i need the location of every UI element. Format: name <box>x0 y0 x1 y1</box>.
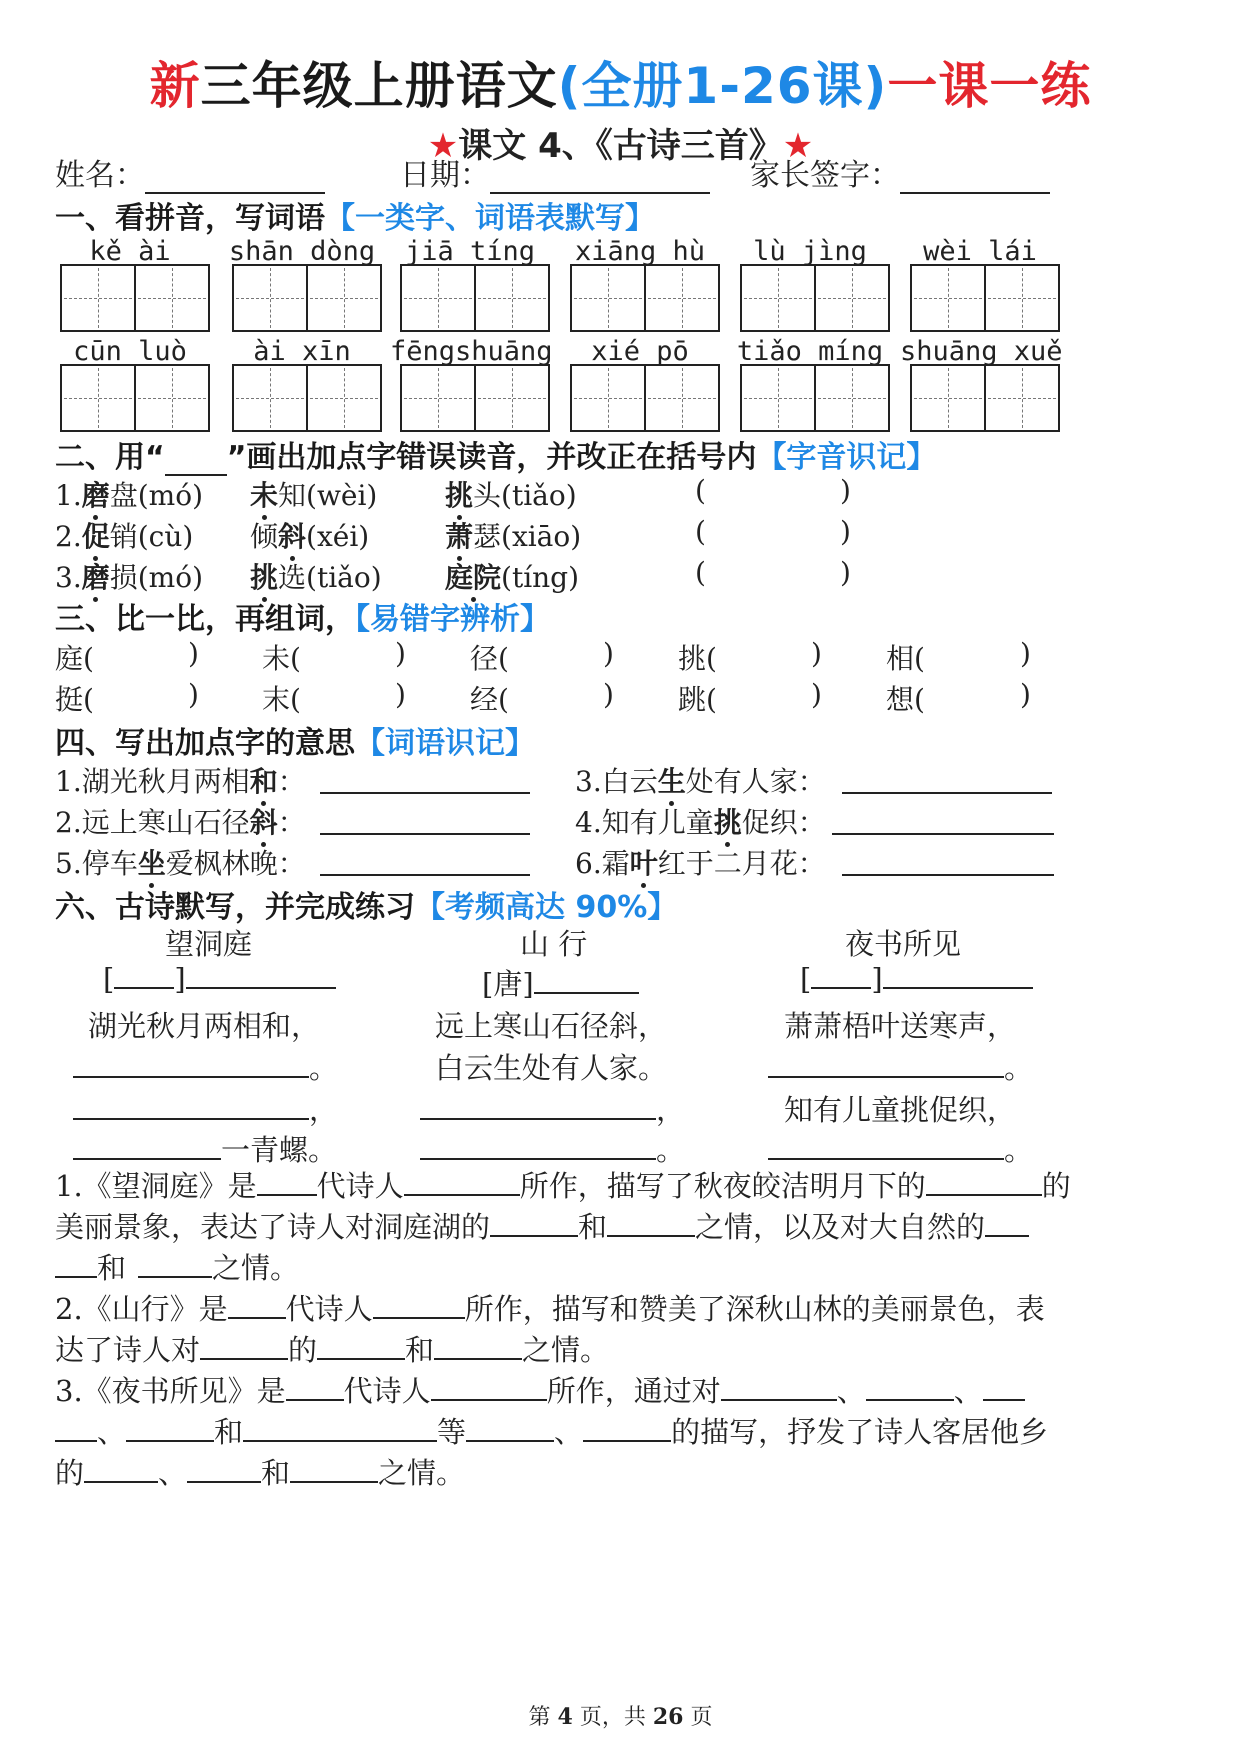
item-text: 2.远上寒山石径 <box>55 806 250 839</box>
answer-line[interactable] <box>320 874 530 876</box>
total-pages: 26 <box>652 1704 684 1730</box>
q-text: 达了诗人对 <box>55 1333 201 1367</box>
meaning-item <box>575 842 826 882</box>
dynasty-blank[interactable] <box>811 963 871 989</box>
q-text: 代诗人 <box>316 1169 404 1203</box>
section-3-heading <box>55 594 550 638</box>
compare-char: 末( <box>262 683 301 716</box>
item-text: (xéi) <box>306 520 370 553</box>
answer-blank[interactable] <box>55 1252 97 1278</box>
compare-char: 相( <box>886 642 925 675</box>
poem-title: 望洞庭 <box>165 927 253 961</box>
page-footer <box>0 1700 1241 1731</box>
writing-grid[interactable] <box>910 264 1060 332</box>
punct: 。 <box>1004 1133 1034 1167</box>
section-2-title-b: ”画出加点字错误读音，并改正在括号内 <box>226 440 757 475</box>
dotted-char: 萧 <box>445 520 474 553</box>
answer-line[interactable] <box>842 792 1052 794</box>
item-text: 倾 <box>250 520 279 553</box>
bracket: ] <box>174 962 186 996</box>
q-text: 的 <box>288 1333 318 1367</box>
title-part-range: (全册1-26课) <box>557 57 888 115</box>
name-field[interactable] <box>55 150 325 194</box>
writing-grid[interactable] <box>400 364 550 432</box>
answer-blank[interactable] <box>983 1375 1025 1401</box>
paren-close: ) <box>603 678 614 711</box>
answer-blank[interactable] <box>434 1334 522 1360</box>
meaning-item <box>575 801 826 841</box>
poem-dynasty-author[interactable] <box>482 962 639 1003</box>
poem-blank[interactable] <box>768 1052 1004 1078</box>
question-2-line-2 <box>55 1330 609 1371</box>
pinyin: fēngshuāng <box>390 336 553 367</box>
dotted-char: 磨 <box>81 479 110 512</box>
parent-signature-field[interactable] <box>750 150 1050 194</box>
poem-line[interactable] <box>768 1046 1033 1087</box>
writing-grid[interactable] <box>570 364 720 432</box>
poem-blank[interactable] <box>768 1134 1004 1160</box>
star-icon: ★ <box>427 126 459 166</box>
parent-signature-label: 家长签字： <box>750 158 900 193</box>
item-number: 3. <box>55 561 82 594</box>
item-text: 促织： <box>741 806 826 839</box>
paren-close: ) <box>188 678 199 711</box>
answer-blank[interactable] <box>138 1252 212 1278</box>
compare-char: 庭( <box>55 642 94 675</box>
paren-close: ) <box>811 678 822 711</box>
section-2-title-a: 二、用“ <box>55 440 165 475</box>
section-2-heading <box>55 432 936 476</box>
compare-char: 经( <box>470 683 509 716</box>
answer-blank[interactable] <box>866 1375 954 1401</box>
q-text: 之情，以及对大自然的 <box>695 1210 986 1244</box>
answer-blank[interactable] <box>243 1416 437 1442</box>
q-text: 之情。 <box>522 1333 610 1367</box>
dotted-char: 和 <box>249 765 278 798</box>
section-4-title: 四、写出加点字的意思 <box>55 726 355 761</box>
q-text: 所作，描写和赞美了深秋山林的美丽景色，表 <box>464 1292 1045 1326</box>
dotted-char: 促 <box>81 520 110 553</box>
answer-blank[interactable] <box>583 1416 671 1442</box>
meaning-item <box>575 760 826 800</box>
name-line[interactable] <box>145 164 325 194</box>
q-text: 和 <box>261 1456 291 1490</box>
q-text: 2.《山行》是 <box>55 1292 228 1326</box>
poem-line: 白云生处有人家。 <box>435 1051 668 1085</box>
writing-grid[interactable] <box>740 264 890 332</box>
signature-line[interactable] <box>900 164 1050 194</box>
meaning-item <box>55 842 306 882</box>
dotted-char: 未 <box>250 479 279 512</box>
item-text: 6.霜 <box>575 847 630 880</box>
footer-text: 第 <box>528 1705 558 1730</box>
dotted-char: 庭院 <box>445 561 502 594</box>
item-text: 销(cù) <box>109 520 194 553</box>
pinyin: xiāng hù <box>574 236 706 267</box>
poem-line[interactable] <box>73 1046 338 1087</box>
poem-line: 萧萧梧叶送寒声， <box>784 1009 1017 1043</box>
author-blank[interactable] <box>186 963 336 989</box>
paren-close: ) <box>603 637 614 670</box>
poem-blank[interactable] <box>73 1134 221 1160</box>
answer-paren-open: ( <box>695 515 706 548</box>
item-number: 2. <box>55 520 82 553</box>
pinyin: xié pō <box>591 336 689 367</box>
item-text: 盘(mó) <box>109 479 203 512</box>
pinyin: tiǎo míng <box>736 336 884 367</box>
writing-grid[interactable] <box>232 264 382 332</box>
writing-grid[interactable] <box>910 364 1060 432</box>
answer-blank[interactable] <box>985 1211 1029 1237</box>
q-text: 、 <box>158 1456 188 1490</box>
q-text: 代诗人 <box>343 1374 431 1408</box>
paren-close: ) <box>395 637 406 670</box>
bracket: [ <box>103 962 115 996</box>
item-text: 处有人家： <box>685 765 826 798</box>
item-text: 知(wèi) <box>278 479 378 512</box>
section-6-tag: 【考频高达 90%】 <box>415 890 678 925</box>
answer-blank[interactable] <box>926 1170 1042 1196</box>
item-text: 红于二月花： <box>657 847 826 880</box>
dotted-char: 挑 <box>445 479 474 512</box>
section-3-title: 三、比一比，再组词， <box>55 602 355 637</box>
question-3-line-1 <box>55 1371 1025 1412</box>
item-text: 4.知有儿童 <box>575 806 714 839</box>
dotted-char: 斜 <box>249 806 278 839</box>
date-line[interactable] <box>490 164 710 194</box>
bracket: ] <box>871 962 883 996</box>
punct: ， <box>309 1093 339 1127</box>
q-text: 等 <box>437 1415 467 1449</box>
dotted-char: 挑 <box>250 561 279 594</box>
list-item <box>445 474 577 514</box>
pinyin: jiā tíng <box>404 236 536 267</box>
q-text: 和 <box>97 1251 127 1285</box>
meaning-item <box>55 801 306 841</box>
q-text: 、 <box>97 1415 127 1449</box>
q-text: 的描写，抒发了诗人客居他乡 <box>671 1415 1049 1449</box>
answer-blank[interactable] <box>721 1375 837 1401</box>
poem-title: 夜书所见 <box>845 927 962 961</box>
item-text: ： <box>277 765 306 798</box>
list-item <box>55 474 203 514</box>
poem-text: 一青螺。 <box>221 1133 338 1167</box>
q-text: 所作，通过对 <box>546 1374 721 1408</box>
q-text: 的 <box>55 1456 85 1490</box>
compare-char: 挑( <box>678 642 717 675</box>
poem-blank[interactable] <box>73 1052 309 1078</box>
item-text: 头(tiǎo) <box>473 479 577 512</box>
star-icon: ★ <box>782 126 814 166</box>
poem-dynasty-author[interactable] <box>103 962 336 996</box>
paren-close: ) <box>1020 637 1031 670</box>
answer-paren-open: ( <box>695 474 706 507</box>
answer-blank[interactable] <box>200 1334 288 1360</box>
answer-line[interactable] <box>842 874 1054 876</box>
lesson-name: 课文 4、《古诗三首》 <box>458 126 783 166</box>
dotted-char: 磨 <box>81 561 110 594</box>
answer-blank[interactable] <box>466 1416 554 1442</box>
footer-text: 页 <box>683 1705 713 1730</box>
question-1-line-1 <box>55 1166 1071 1207</box>
answer-blank[interactable] <box>126 1416 214 1442</box>
poem-line: 远上寒山石径斜， <box>435 1009 668 1043</box>
page-title <box>0 46 1241 118</box>
answer-blank[interactable] <box>373 1293 465 1319</box>
q-text: 所作，描写了秋夜皎洁明月下的 <box>519 1169 926 1203</box>
writing-grid[interactable] <box>60 364 210 432</box>
poem-blank[interactable] <box>420 1134 656 1160</box>
question-1-line-2 <box>55 1207 1029 1248</box>
list-item <box>250 556 382 596</box>
dotted-char: 生 <box>657 765 686 798</box>
question-2-line-1 <box>55 1289 1045 1330</box>
name-label: 姓名： <box>55 158 145 193</box>
writing-grid[interactable] <box>740 364 890 432</box>
date-field[interactable] <box>400 150 710 194</box>
poem-line: 知有儿童挑促织， <box>784 1093 1017 1127</box>
section-1-heading <box>55 193 655 237</box>
item-text: 瑟(xiāo) <box>473 520 582 553</box>
compare-char: 挺( <box>55 683 94 716</box>
answer-blank[interactable] <box>55 1416 97 1442</box>
writing-grid[interactable] <box>400 264 550 332</box>
list-item <box>250 515 369 555</box>
list-item <box>55 556 203 596</box>
compare-char: 跳( <box>678 683 717 716</box>
dynasty-blank[interactable] <box>114 963 174 989</box>
section-6-title: 六、古诗默写，并完成练习 <box>55 890 415 925</box>
poem-line[interactable] <box>73 1128 337 1169</box>
q-text: 和 <box>578 1210 608 1244</box>
question-1-line-3 <box>55 1248 299 1289</box>
list-item <box>445 515 581 555</box>
section-1-title: 一、看拼音，写词语 <box>55 201 325 236</box>
answer-paren-open: ( <box>695 556 706 589</box>
answer-blank[interactable] <box>317 1334 405 1360</box>
section-4-heading <box>55 718 535 762</box>
question-3-line-3 <box>55 1453 465 1494</box>
pinyin: kě ài <box>89 236 171 267</box>
item-text: 损(mó) <box>109 561 203 594</box>
paren-close: ) <box>1020 678 1031 711</box>
punct: 。 <box>1004 1051 1034 1085</box>
title-part-grade: 三年级上册语文 <box>200 57 558 115</box>
paren-close: ) <box>395 678 406 711</box>
q-text: 、 <box>554 1415 584 1449</box>
q-text: 之情。 <box>378 1456 466 1490</box>
item-number: 1. <box>55 479 82 512</box>
q-text: 之情。 <box>212 1251 300 1285</box>
answer-line[interactable] <box>320 792 530 794</box>
dotted-char: 斜 <box>278 520 307 553</box>
item-text: 选(tiǎo) <box>278 561 382 594</box>
q-text: 和 <box>214 1415 244 1449</box>
pinyin: shuāng xuě <box>900 336 1063 367</box>
answer-blank[interactable] <box>404 1170 520 1196</box>
answer-blank[interactable] <box>431 1375 547 1401</box>
punct: ， <box>656 1093 686 1127</box>
dotted-char: 坐 <box>137 847 166 880</box>
answer-blank[interactable] <box>257 1170 317 1196</box>
poem-dynasty-author[interactable] <box>800 962 1033 996</box>
section-6-heading <box>55 882 677 926</box>
answer-blank[interactable] <box>490 1211 578 1237</box>
underline-sample <box>165 450 227 476</box>
writing-grid[interactable] <box>60 264 210 332</box>
q-text: 美丽景象，表达了诗人对洞庭湖的 <box>55 1210 491 1244</box>
writing-grid[interactable] <box>570 264 720 332</box>
poem-line[interactable] <box>420 1128 685 1169</box>
q-text: 代诗人 <box>285 1292 373 1326</box>
poem-line[interactable] <box>420 1088 685 1129</box>
q-text: 和 <box>405 1333 435 1367</box>
meaning-item <box>55 760 306 800</box>
list-item <box>445 556 579 596</box>
compare-char: 想( <box>886 683 925 716</box>
dotted-char: 叶 <box>629 847 658 880</box>
title-part-new: 新 <box>149 57 201 115</box>
item-text: 3.白云 <box>575 765 658 798</box>
item-text: 5.停车 <box>55 847 138 880</box>
q-text: 、 <box>836 1374 866 1408</box>
section-1-tag: 【一类字、词语表默写】 <box>325 201 655 236</box>
section-4-tag: 【词语识记】 <box>355 726 535 761</box>
answer-paren-close: ) <box>840 515 851 548</box>
answer-blank[interactable] <box>228 1293 286 1319</box>
poem-line[interactable] <box>73 1088 338 1129</box>
item-text: ： <box>277 806 306 839</box>
q-text: 1.《望洞庭》是 <box>55 1169 257 1203</box>
q-text: 的 <box>1041 1169 1071 1203</box>
pinyin: shān dòng <box>228 236 376 267</box>
answer-line[interactable] <box>320 833 530 835</box>
answer-blank[interactable] <box>84 1457 158 1483</box>
poem-title: 山 行 <box>520 927 588 961</box>
author-blank[interactable] <box>883 963 1033 989</box>
section-2-tag: 【字音识记】 <box>756 440 937 475</box>
list-item <box>55 515 193 555</box>
answer-paren-close: ) <box>840 556 851 589</box>
q-text: 3.《夜书所见》是 <box>55 1374 286 1408</box>
poem-line[interactable] <box>768 1128 1033 1169</box>
answer-blank[interactable] <box>290 1457 378 1483</box>
dotted-char: 挑 <box>713 806 742 839</box>
answer-blank[interactable] <box>607 1211 695 1237</box>
paren-close: ) <box>188 637 199 670</box>
list-item <box>250 474 377 514</box>
page-number: 4 <box>557 1704 573 1730</box>
punct: 。 <box>656 1133 686 1167</box>
q-text: 、 <box>953 1374 983 1408</box>
pinyin: lù jìng <box>753 236 867 267</box>
answer-blank[interactable] <box>187 1457 261 1483</box>
poem-blank[interactable] <box>420 1094 656 1120</box>
pinyin: cūn luò <box>73 336 187 367</box>
compare-char: 径( <box>470 642 509 675</box>
section-3-tag: 【易错字辨析】 <box>355 602 550 637</box>
poem-blank[interactable] <box>73 1094 309 1120</box>
poem-line: 湖光秋月两相和， <box>88 1009 321 1043</box>
bracket: [ <box>800 962 812 996</box>
item-text: 1.湖光秋月两相 <box>55 765 250 798</box>
footer-text: 页，共 <box>572 1705 653 1730</box>
author-blank[interactable] <box>534 968 639 994</box>
pinyin: ài xīn <box>253 336 351 367</box>
item-text: (tíng) <box>501 561 580 594</box>
date-label: 日期： <box>400 158 490 193</box>
writing-grid[interactable] <box>232 364 382 432</box>
answer-blank[interactable] <box>286 1375 344 1401</box>
answer-line[interactable] <box>832 833 1054 835</box>
punct: 。 <box>309 1051 339 1085</box>
title-part-practice: 一课一练 <box>887 57 1092 115</box>
question-3-line-2 <box>55 1412 1048 1453</box>
item-text: 爱枫林晚： <box>165 847 306 880</box>
answer-paren-close: ) <box>840 474 851 507</box>
pinyin: wèi lái <box>923 236 1037 267</box>
dynasty: [唐] <box>482 967 534 1001</box>
paren-close: ) <box>811 637 822 670</box>
compare-char: 未( <box>262 642 301 675</box>
